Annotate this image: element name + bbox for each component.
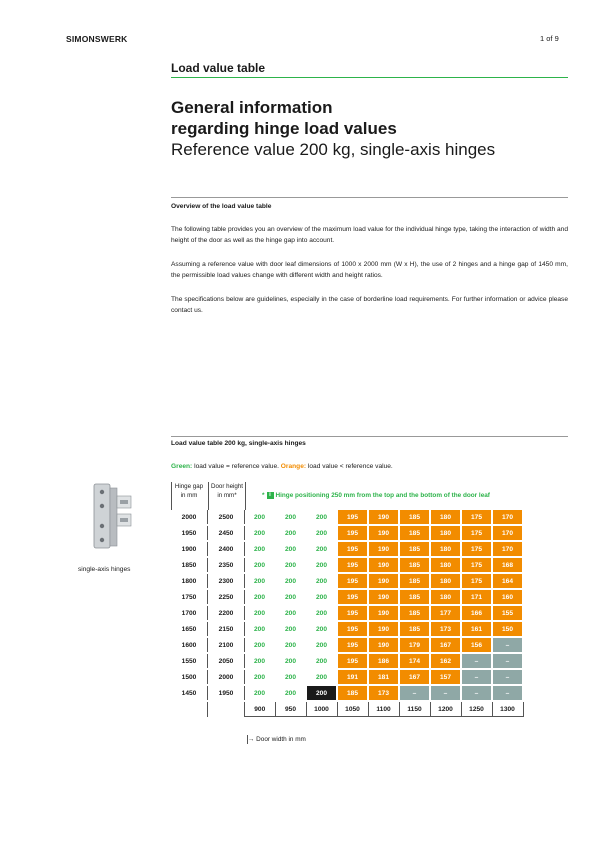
load-value-cell: – bbox=[461, 653, 492, 669]
door-height-cell: 2500 bbox=[208, 510, 245, 525]
legend-green-label: Green: bbox=[171, 463, 193, 470]
load-value-cell: 175 bbox=[461, 557, 492, 573]
header-line: in mm* bbox=[217, 492, 237, 499]
door-width-cell: 1050 bbox=[337, 701, 368, 717]
load-value-cell: 164 bbox=[492, 573, 523, 589]
load-value-cell: 190 bbox=[368, 637, 399, 653]
door-width-cell: 1100 bbox=[368, 701, 399, 717]
note-text: Hinge positioning 250 mm from the top and the bottom of the door leaf bbox=[275, 492, 490, 500]
empty-cell bbox=[171, 701, 208, 717]
header-line: in mm bbox=[180, 492, 198, 499]
load-value-cell: 200 bbox=[306, 653, 337, 669]
legend-orange-text: load value < reference value. bbox=[306, 463, 393, 470]
load-value-table bbox=[171, 510, 524, 717]
load-value-cell: 200 bbox=[245, 541, 276, 557]
header-divider bbox=[208, 482, 209, 510]
door-height-cell: 2450 bbox=[208, 525, 245, 541]
load-value-cell: 190 bbox=[368, 589, 399, 605]
load-value-cell: 200 bbox=[245, 605, 276, 621]
load-value-cell: 167 bbox=[399, 669, 430, 685]
door-height-cell: 2300 bbox=[208, 573, 245, 589]
load-value-cell: – bbox=[461, 669, 492, 685]
positioning-note bbox=[262, 492, 490, 499]
load-value-cell: 160 bbox=[492, 589, 523, 605]
table-row bbox=[171, 637, 523, 653]
load-value-cell: 177 bbox=[430, 605, 461, 621]
load-value-cell: 200 bbox=[306, 510, 337, 525]
load-value-cell: 185 bbox=[399, 525, 430, 541]
load-value-cell: 200 bbox=[306, 541, 337, 557]
table-row bbox=[171, 510, 523, 525]
load-value-cell: 200 bbox=[306, 669, 337, 685]
door-height-cell: 2100 bbox=[208, 637, 245, 653]
load-value-cell: 200 bbox=[306, 685, 337, 701]
load-value-cell: 173 bbox=[430, 621, 461, 637]
legend-orange-label: Orange: bbox=[280, 463, 307, 470]
load-value-cell: 200 bbox=[245, 510, 276, 525]
load-value-cell: 200 bbox=[275, 685, 306, 701]
load-value-cell: 200 bbox=[245, 653, 276, 669]
door-width-cell: 1200 bbox=[430, 701, 461, 717]
load-value-cell: 200 bbox=[275, 669, 306, 685]
load-value-cell: 200 bbox=[245, 621, 276, 637]
load-value-cell: 156 bbox=[461, 637, 492, 653]
load-value-cell: 180 bbox=[430, 525, 461, 541]
load-value-cell: 180 bbox=[430, 541, 461, 557]
load-value-cell: 200 bbox=[245, 557, 276, 573]
load-value-cell: 185 bbox=[399, 557, 430, 573]
column-header-door-height bbox=[209, 482, 245, 500]
load-value-cell: 179 bbox=[399, 637, 430, 653]
load-value-cell: 200 bbox=[306, 525, 337, 541]
load-value-cell: 200 bbox=[306, 621, 337, 637]
load-value-cell: 171 bbox=[461, 589, 492, 605]
header-line: Hinge gap bbox=[174, 483, 204, 490]
door-width-cell: 1000 bbox=[306, 701, 337, 717]
load-value-cell: 175 bbox=[461, 510, 492, 525]
door-height-cell: 2350 bbox=[208, 557, 245, 573]
load-value-cell: 190 bbox=[368, 621, 399, 637]
load-value-cell: 200 bbox=[245, 525, 276, 541]
door-height-cell: 2000 bbox=[208, 669, 245, 685]
overview-paragraph-3: The specifications below are guidelines, especially in the case of borderline load requirements. For further information or advice please contact us. bbox=[171, 296, 568, 314]
hinge-gap-cell: 1650 bbox=[171, 621, 208, 637]
empty-cell bbox=[208, 701, 245, 717]
load-value-cell: 168 bbox=[492, 557, 523, 573]
table-row bbox=[171, 669, 523, 685]
load-value-cell: 195 bbox=[337, 637, 368, 653]
table-row bbox=[171, 573, 523, 589]
door-width-row bbox=[171, 701, 523, 717]
load-value-cell: 162 bbox=[430, 653, 461, 669]
load-value-cell: – bbox=[492, 669, 523, 685]
load-value-cell: 174 bbox=[399, 653, 430, 669]
door-height-cell: 2200 bbox=[208, 605, 245, 621]
load-value-cell: 195 bbox=[337, 653, 368, 669]
title-line-3: Reference value 200 kg, single-axis hinges bbox=[171, 140, 496, 159]
load-value-cell: 185 bbox=[399, 589, 430, 605]
load-value-cell: 200 bbox=[245, 669, 276, 685]
load-value-cell: – bbox=[492, 653, 523, 669]
door-width-axis-label: → Door width in mm bbox=[248, 736, 306, 743]
load-value-cell: 200 bbox=[245, 685, 276, 701]
table-row bbox=[171, 525, 523, 541]
hinge-gap-cell: 1700 bbox=[171, 605, 208, 621]
load-value-cell: 185 bbox=[399, 541, 430, 557]
load-value-cell: 161 bbox=[461, 621, 492, 637]
hinge-gap-cell: 1850 bbox=[171, 557, 208, 573]
load-value-cell: 200 bbox=[275, 573, 306, 589]
hinge-gap-cell: 1600 bbox=[171, 637, 208, 653]
load-value-cell: – bbox=[492, 685, 523, 701]
load-value-cell: 200 bbox=[306, 605, 337, 621]
load-value-cell: 185 bbox=[399, 621, 430, 637]
load-value-cell: 200 bbox=[245, 589, 276, 605]
section-title: Load value table bbox=[171, 61, 266, 75]
load-value-cell: 195 bbox=[337, 557, 368, 573]
load-value-cell: 195 bbox=[337, 621, 368, 637]
hinge-gap-cell: 1500 bbox=[171, 669, 208, 685]
color-legend bbox=[171, 463, 393, 470]
load-value-cell: 195 bbox=[337, 541, 368, 557]
hinge-gap-cell: 2000 bbox=[171, 510, 208, 525]
load-value-cell: – bbox=[430, 685, 461, 701]
load-value-cell: 185 bbox=[399, 510, 430, 525]
brand-logo: SIMONSWERK bbox=[66, 34, 128, 44]
load-value-cell: 190 bbox=[368, 541, 399, 557]
table-row bbox=[171, 589, 523, 605]
load-value-cell: 185 bbox=[399, 573, 430, 589]
load-value-cell: 200 bbox=[306, 557, 337, 573]
page-number: 1 of 9 bbox=[540, 34, 559, 43]
hinge-image bbox=[88, 482, 148, 552]
header-divider bbox=[171, 482, 172, 510]
table-row bbox=[171, 653, 523, 669]
load-value-cell: 155 bbox=[492, 605, 523, 621]
load-value-cell: 175 bbox=[461, 573, 492, 589]
table-row bbox=[171, 557, 523, 573]
load-value-cell: 150 bbox=[492, 621, 523, 637]
table-heading: Load value table 200 kg, single-axis hinges bbox=[171, 440, 306, 447]
load-value-cell: 195 bbox=[337, 589, 368, 605]
table-row bbox=[171, 605, 523, 621]
load-value-cell: 166 bbox=[461, 605, 492, 621]
overview-paragraph-2: Assuming a reference value with door leaf dimensions of 1000 x 2000 mm (W x H), the use of 2 hinges and a hinge gap of 1450 mm, the permissible load values change with different width and height ratios. bbox=[171, 261, 568, 279]
load-value-cell: 190 bbox=[368, 525, 399, 541]
divider bbox=[171, 436, 568, 437]
load-value-cell: 200 bbox=[275, 637, 306, 653]
load-value-cell: 180 bbox=[430, 510, 461, 525]
info-icon: i bbox=[267, 492, 274, 499]
load-value-cell: 200 bbox=[275, 510, 306, 525]
door-width-cell: 900 bbox=[245, 701, 276, 717]
load-value-cell: 170 bbox=[492, 525, 523, 541]
door-width-cell: 950 bbox=[275, 701, 306, 717]
load-value-cell: 195 bbox=[337, 525, 368, 541]
load-value-cell: 180 bbox=[430, 557, 461, 573]
load-value-cell: – bbox=[399, 685, 430, 701]
door-height-cell: 2150 bbox=[208, 621, 245, 637]
load-value-cell: 185 bbox=[337, 685, 368, 701]
load-value-cell: 190 bbox=[368, 557, 399, 573]
divider bbox=[171, 77, 568, 78]
load-value-cell: 190 bbox=[368, 573, 399, 589]
hinge-gap-cell: 1800 bbox=[171, 573, 208, 589]
load-value-cell: 195 bbox=[337, 605, 368, 621]
load-value-cell: 200 bbox=[245, 573, 276, 589]
load-value-cell: 180 bbox=[430, 573, 461, 589]
overview-paragraph-1: The following table provides you an overview of the maximum load value for the individual hinge type, taking the interaction of width and height of the door as well as the hinge gap into account. bbox=[171, 226, 568, 244]
column-header-hinge-gap bbox=[171, 482, 207, 500]
legend-green-text: load value = reference value. bbox=[192, 463, 281, 470]
table-row bbox=[171, 621, 523, 637]
load-value-cell: 157 bbox=[430, 669, 461, 685]
header-divider bbox=[245, 482, 246, 510]
load-value-cell: 175 bbox=[461, 541, 492, 557]
hinge-gap-cell: 1900 bbox=[171, 541, 208, 557]
door-height-cell: 1950 bbox=[208, 685, 245, 701]
title-line-2: regarding hinge load values bbox=[171, 119, 397, 138]
load-value-cell: 200 bbox=[275, 653, 306, 669]
table-row bbox=[171, 685, 523, 701]
hinge-gap-cell: 1550 bbox=[171, 653, 208, 669]
hinge-gap-cell: 1450 bbox=[171, 685, 208, 701]
load-value-cell: 190 bbox=[368, 605, 399, 621]
load-value-cell: 167 bbox=[430, 637, 461, 653]
load-value-cell: 200 bbox=[245, 637, 276, 653]
page-title bbox=[171, 97, 568, 160]
load-value-cell: 195 bbox=[337, 510, 368, 525]
image-caption: single-axis hinges bbox=[78, 566, 131, 573]
load-value-cell: 175 bbox=[461, 525, 492, 541]
divider bbox=[171, 197, 568, 198]
hinge-gap-cell: 1750 bbox=[171, 589, 208, 605]
load-value-cell: 200 bbox=[275, 557, 306, 573]
load-value-cell: 200 bbox=[275, 541, 306, 557]
load-value-cell: 186 bbox=[368, 653, 399, 669]
door-height-cell: 2050 bbox=[208, 653, 245, 669]
load-value-cell: 170 bbox=[492, 541, 523, 557]
load-value-cell: 185 bbox=[399, 605, 430, 621]
door-width-cell: 1250 bbox=[461, 701, 492, 717]
load-value-cell: 180 bbox=[430, 589, 461, 605]
load-value-cell: 200 bbox=[275, 605, 306, 621]
hinge-gap-cell: 1950 bbox=[171, 525, 208, 541]
load-value-cell: 200 bbox=[306, 573, 337, 589]
load-value-cell: 190 bbox=[368, 510, 399, 525]
note-asterisk: * bbox=[262, 492, 265, 500]
door-width-cell: 1300 bbox=[492, 701, 523, 717]
door-height-cell: 2250 bbox=[208, 589, 245, 605]
door-height-cell: 2400 bbox=[208, 541, 245, 557]
header-line: Door height bbox=[211, 483, 243, 490]
overview-heading: Overview of the load value table bbox=[171, 203, 272, 210]
load-value-cell: 170 bbox=[492, 510, 523, 525]
load-value-cell: 200 bbox=[275, 525, 306, 541]
load-value-cell: 173 bbox=[368, 685, 399, 701]
load-value-cell: 200 bbox=[275, 589, 306, 605]
title-line-1: General information bbox=[171, 98, 333, 117]
table-row bbox=[171, 541, 523, 557]
load-value-cell: 195 bbox=[337, 573, 368, 589]
load-value-cell: 200 bbox=[306, 637, 337, 653]
load-value-cell: 200 bbox=[275, 621, 306, 637]
load-value-cell: 191 bbox=[337, 669, 368, 685]
load-value-cell: 200 bbox=[306, 589, 337, 605]
load-value-cell: – bbox=[461, 685, 492, 701]
load-value-cell: – bbox=[492, 637, 523, 653]
door-width-cell: 1150 bbox=[399, 701, 430, 717]
load-value-cell: 181 bbox=[368, 669, 399, 685]
